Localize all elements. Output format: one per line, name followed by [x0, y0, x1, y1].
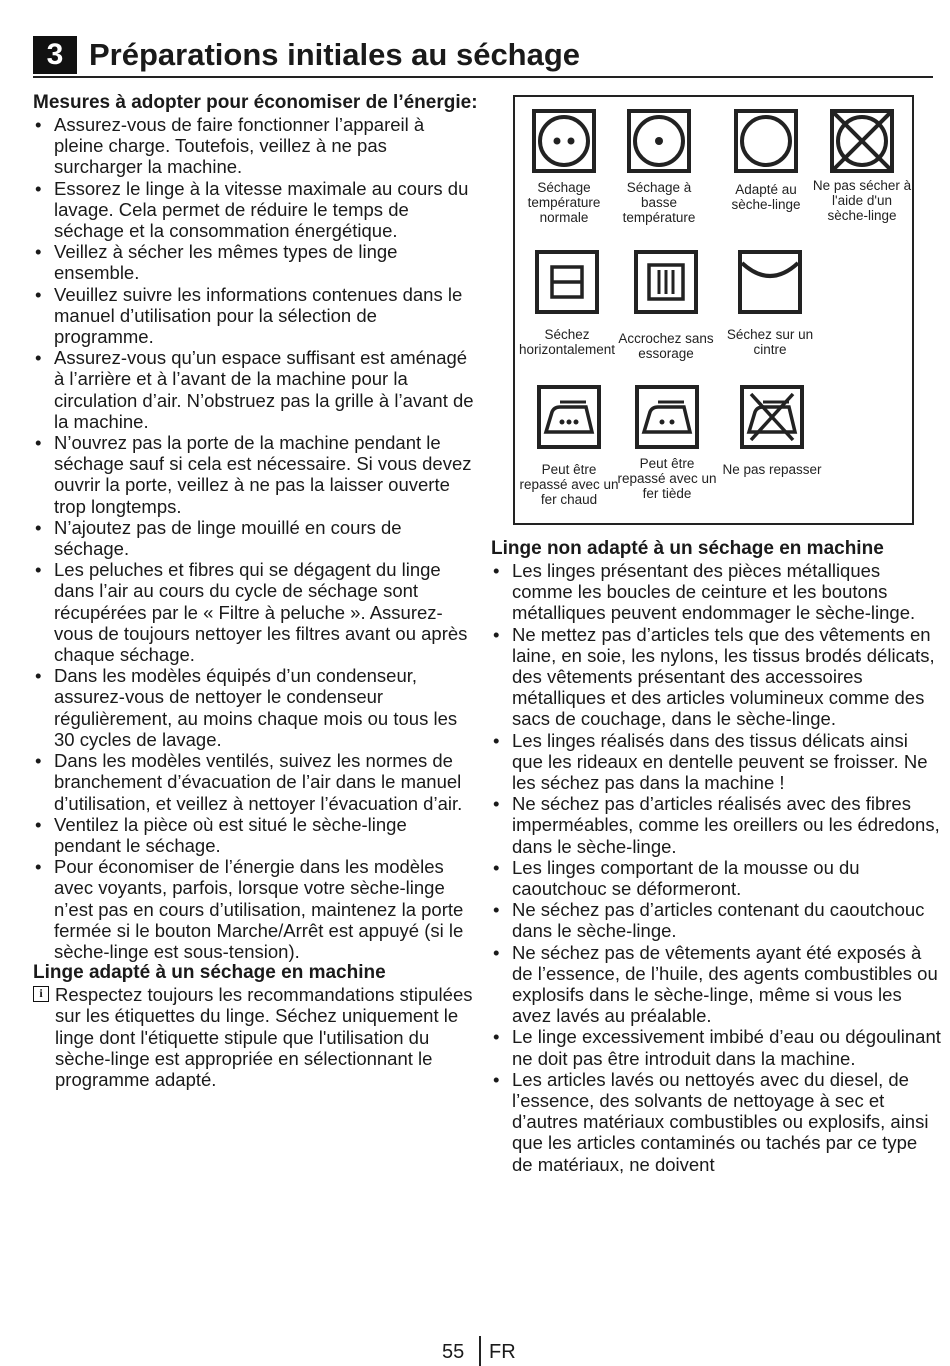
symbol-iron-warm [617, 382, 717, 501]
suitable-note-text: Respectez toujours les recommandations stipulées sur les étiquettes du linge. Séchez uniquement le linge dont l'étiquette stipule que l'utilisation du sèche-linge est appropriée en sélectionnant le programme adapté. [55, 984, 473, 1090]
left-column [33, 92, 478, 1090]
symbol-caption: Séchez sur un cintre [726, 327, 814, 357]
energy-list [33, 114, 478, 962]
list-item: • Veuillez suivre les informations contenues dans le manuel d’utilisation pour la sélection de programme. [33, 284, 478, 348]
page-number: 55 [442, 1341, 465, 1363]
symbol-hanger [720, 247, 820, 357]
symbol-drip [616, 247, 716, 361]
list-item: • Les articles lavés ou nettoyés avec du diesel, de l’essence, des solvants de nettoyage à sec et d’autres matériaux combustibles ou explosifs, ainsi que les articles contaminés ou tachés par ce type de matériaux, ne doivent [491, 1069, 941, 1175]
list-item: • Ne séchez pas d’articles contenant du caoutchouc dans le sèche-linge. [491, 899, 941, 941]
care-symbols-box [513, 95, 914, 525]
symbol-no-dry [812, 106, 912, 223]
page-header [33, 36, 933, 78]
info-icon: i [33, 986, 49, 1002]
symbol-no-iron [722, 382, 822, 477]
symbol-caption: Adapté au sèche-linge [731, 182, 801, 212]
symbol-iron-hot [519, 382, 619, 507]
symbol-caption: Ne pas sécher à l'aide d'un sèche-linge [812, 178, 912, 223]
unsuitable-heading: Linge non adapté à un séchage en machine [491, 538, 884, 559]
symbol-caption: Peut être repassé avec un fer tiède [617, 456, 717, 501]
language-code: FR [489, 1341, 516, 1363]
iron-hot-icon [534, 382, 604, 452]
list-item: • Ne séchez pas d’articles réalisés avec des fibres imperméables, comme les oreillers ou les édredons, dans le sèche-linge. [491, 793, 941, 857]
no-tumble-dry-icon [827, 106, 897, 176]
symbol-normal [514, 106, 614, 225]
tumble-dry-low-icon [624, 106, 694, 176]
symbol-caption: Séchage température normale [527, 180, 601, 225]
chapter-number: 3 [33, 36, 77, 74]
list-item: • Les peluches et fibres qui se dégagent du linge dans l’air au cours du cycle de séchage sont récupérées par le « Filtre à peluche ». Assurez-vous de toujours nettoyer les filtres avant ou après chaque séchage. [33, 559, 478, 665]
dry-flat-icon [532, 247, 602, 317]
suitable-note [33, 984, 478, 1090]
page-footer [0, 1340, 950, 1366]
symbol-caption: Accrochez sans essorage [618, 331, 714, 361]
list-item: • Pour économiser de l’énergie dans les modèles avec voyants, parfois, lorsque votre sèche-linge n’est pas en cours d’utilisation, maintenez la porte fermée si le bouton Marche/Arrêt est appuyé (si le sèche-linge est sous-tension). [33, 856, 478, 962]
list-item: • N’ouvrez pas la porte de la machine pendant le séchage sauf si cela est nécessaire. Si vous devez ouvrir la porte, veillez à ne pas la laisser ouverte trop longtemps. [33, 432, 478, 517]
list-item: • N’ajoutez pas de linge mouillé en cours de séchage. [33, 517, 478, 559]
line-dry-icon [735, 247, 805, 317]
iron-warm-icon [632, 382, 702, 452]
unsuitable-list [491, 560, 941, 1175]
symbol-caption: Ne pas repasser [722, 462, 822, 477]
symbol-caption: Séchez horizontalement [518, 327, 616, 357]
symbol-flat [517, 247, 617, 357]
suitable-heading: Linge adapté à un séchage en machine [33, 962, 386, 984]
chapter-title: Préparations initiales au séchage [89, 37, 581, 72]
list-item: • Assurez-vous de faire fonctionner l’appareil à pleine charge. Toutefois, veillez à ne pas surcharger la machine. [33, 114, 478, 178]
symbol-suitable [716, 106, 816, 212]
list-item: • Dans les modèles équipés d’un condenseur, assurez-vous de nettoyer le condenseur régulièrement, au moins chaque mois ou tous les 30 cycles de lavage. [33, 665, 478, 750]
list-item: • Essorez le linge à la vitesse maximale au cours du lavage. Cela permet de réduire le temps de séchage et la consommation énergétique. [33, 178, 478, 242]
list-item: • Dans les modèles ventilés, suivez les normes de branchement d’évacuation de l’air dans le manuel d’utilisation, et veillez à nettoyer l’évacuation d’air. [33, 750, 478, 814]
drip-dry-icon [631, 247, 701, 317]
symbol-low [609, 106, 709, 225]
list-item: • Les linges réalisés dans des tissus délicats ainsi que les rideaux en dentelle peuvent se froisser. Ne les séchez pas dans la machine ! [491, 730, 941, 794]
tumble-dry-normal-icon [529, 106, 599, 176]
list-item: • Ne mettez pas d’articles tels que des vêtements en laine, en soie, les nylons, les tissus brodés délicats, des vêtements présentant des accessoires métalliques et des articles volumineux comme des sacs de couchage, dans le sèche-linge. [491, 624, 941, 730]
list-item: • Ventilez la pièce où est situé le sèche-linge pendant le séchage. [33, 814, 478, 856]
list-item: • Ne séchez pas de vêtements ayant été exposés à de l’essence, de l’huile, des agents combustibles ou explosifs dans le sèche-linge, même si vous les avez lavés au préalable. [491, 942, 941, 1027]
tumble-dry-icon [731, 106, 801, 176]
list-item: • Veillez à sécher les mêmes types de linge ensemble. [33, 241, 478, 283]
list-item: • Les linges comportant de la mousse ou du caoutchouc se déformeront. [491, 857, 941, 899]
symbol-caption: Séchage à basse température [622, 180, 696, 225]
right-column [491, 538, 941, 1175]
no-iron-icon [737, 382, 807, 452]
footer-divider [479, 1336, 481, 1366]
list-item: • Le linge excessivement imbibé d’eau ou dégoulinant ne doit pas être introduit dans la machine. [491, 1026, 941, 1068]
list-item: • Les linges présentant des pièces métalliques comme les boucles de ceinture et les boutons métalliques peuvent endommager le sèche-linge. [491, 560, 941, 624]
symbol-caption: Peut être repassé avec un fer chaud [519, 462, 619, 507]
energy-heading: Mesures à adopter pour économiser de l’énergie: [33, 92, 478, 113]
list-item: • Assurez-vous qu’un espace suffisant est aménagé à l’arrière et à l’avant de la machine pour la circulation d’air. N’obstruez pas la grille à l’avant de la machine. [33, 347, 478, 432]
